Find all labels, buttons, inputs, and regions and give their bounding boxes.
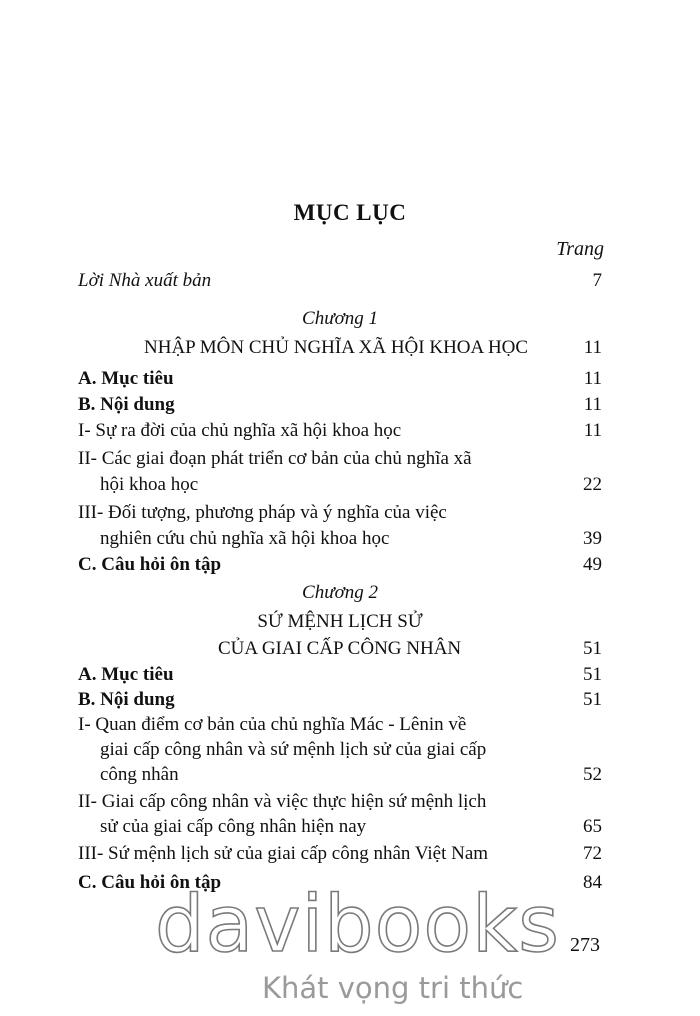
- toc-entry: [78, 366, 602, 392]
- toc-entry-page: 39: [583, 528, 602, 549]
- toc-entry-label: Lời Nhà xuất bản: [78, 270, 212, 291]
- toc-entry-page: 7: [592, 270, 602, 291]
- toc-entry: [78, 841, 602, 867]
- toc-entry-label: hội khoa học: [100, 474, 199, 495]
- toc-entry-label: C. Câu hỏi ôn tập: [78, 872, 222, 893]
- chapter2-title-line2: CỦA GIAI CẤP CÔNG NHÂN: [218, 638, 462, 659]
- toc-entry-page: 51: [583, 689, 602, 710]
- toc-entry: [78, 500, 602, 526]
- toc-entry-label: I- Quan điểm cơ bản của chủ nghĩa Mác - Lênin về: [78, 714, 467, 735]
- chapter2-title-line1: SỨ MỆNH LỊCH SỬ: [257, 611, 423, 632]
- page-number: 273: [570, 934, 600, 956]
- toc-entry: [78, 418, 602, 444]
- page-column-label: Trang: [556, 238, 604, 260]
- toc-entry: [78, 712, 602, 738]
- toc-entry-label: công nhân: [100, 764, 179, 785]
- toc-entry-label: III- Đối tượng, phương pháp và ý nghĩa của việc: [78, 502, 447, 523]
- toc-heading: MỤC LỤC: [293, 200, 407, 225]
- toc-entry: [78, 446, 602, 472]
- toc-entry-label: II- Các giai đoạn phát triển cơ bản của chủ nghĩa xã: [78, 448, 472, 469]
- chapter1-number: Chương 1: [302, 308, 378, 329]
- chapter2-title-row: [78, 636, 602, 662]
- toc-entry: [78, 789, 602, 815]
- toc-entry-page: 51: [583, 664, 602, 685]
- toc-entry: [78, 687, 602, 713]
- toc-entry-page: 52: [583, 764, 602, 785]
- toc-entry-page: 11: [583, 394, 602, 415]
- chapter1-title-row: [78, 335, 602, 361]
- watermark-brand: davibooks: [155, 880, 560, 970]
- toc-entry: [78, 392, 602, 418]
- toc-entry-label: II- Giai cấp công nhân và việc thực hiện sứ mệnh lịch: [78, 791, 487, 812]
- toc-entry-label: I- Sự ra đời của chủ nghĩa xã hội khoa học: [78, 420, 402, 441]
- toc-entry-page: 84: [583, 872, 602, 893]
- toc-entry-label: A. Mục tiêu: [78, 368, 174, 389]
- toc-entry-page: 51: [583, 638, 602, 659]
- toc-entry-page: 11: [583, 368, 602, 389]
- toc-entry-page: 72: [583, 843, 602, 864]
- chapter2-number: Chương 2: [302, 582, 378, 603]
- toc-entry-label: B. Nội dung: [78, 394, 175, 415]
- toc-entry-page: 11: [583, 420, 602, 441]
- toc-entry-preface: [78, 268, 602, 294]
- toc-entry-label: A. Mục tiêu: [78, 664, 174, 685]
- toc-entry: [78, 552, 602, 578]
- toc-entry-label: giai cấp công nhân và sứ mệnh lịch sử của giai cấp: [100, 739, 487, 760]
- watermark-tagline: Khát vọng tri thức: [262, 971, 524, 1005]
- toc-entry-continuation: [78, 737, 602, 763]
- toc-entry-page: 22: [583, 474, 602, 495]
- toc-entry-continuation: [78, 526, 602, 552]
- toc-entry-label: B. Nội dung: [78, 689, 175, 710]
- toc-entry-continuation: [78, 472, 602, 498]
- toc-entry-continuation: [78, 814, 602, 840]
- toc-entry-label: sử của giai cấp công nhân hiện nay: [100, 816, 367, 837]
- toc-entry-label: C. Câu hỏi ôn tập: [78, 554, 222, 575]
- toc-entry: [78, 662, 602, 688]
- toc-entry-continuation: [78, 762, 602, 788]
- toc-entry-page: 11: [583, 337, 602, 358]
- toc-entry-page: 65: [583, 816, 602, 837]
- toc-entry-label: III- Sứ mệnh lịch sử của giai cấp công nhân Việt Nam: [78, 843, 489, 864]
- chapter1-title: NHẬP MÔN CHỦ NGHĨA XÃ HỘI KHOA HỌC: [144, 337, 529, 358]
- toc-entry-page: 49: [583, 554, 602, 575]
- toc-entry-label: nghiên cứu chủ nghĩa xã hội khoa học: [100, 528, 390, 549]
